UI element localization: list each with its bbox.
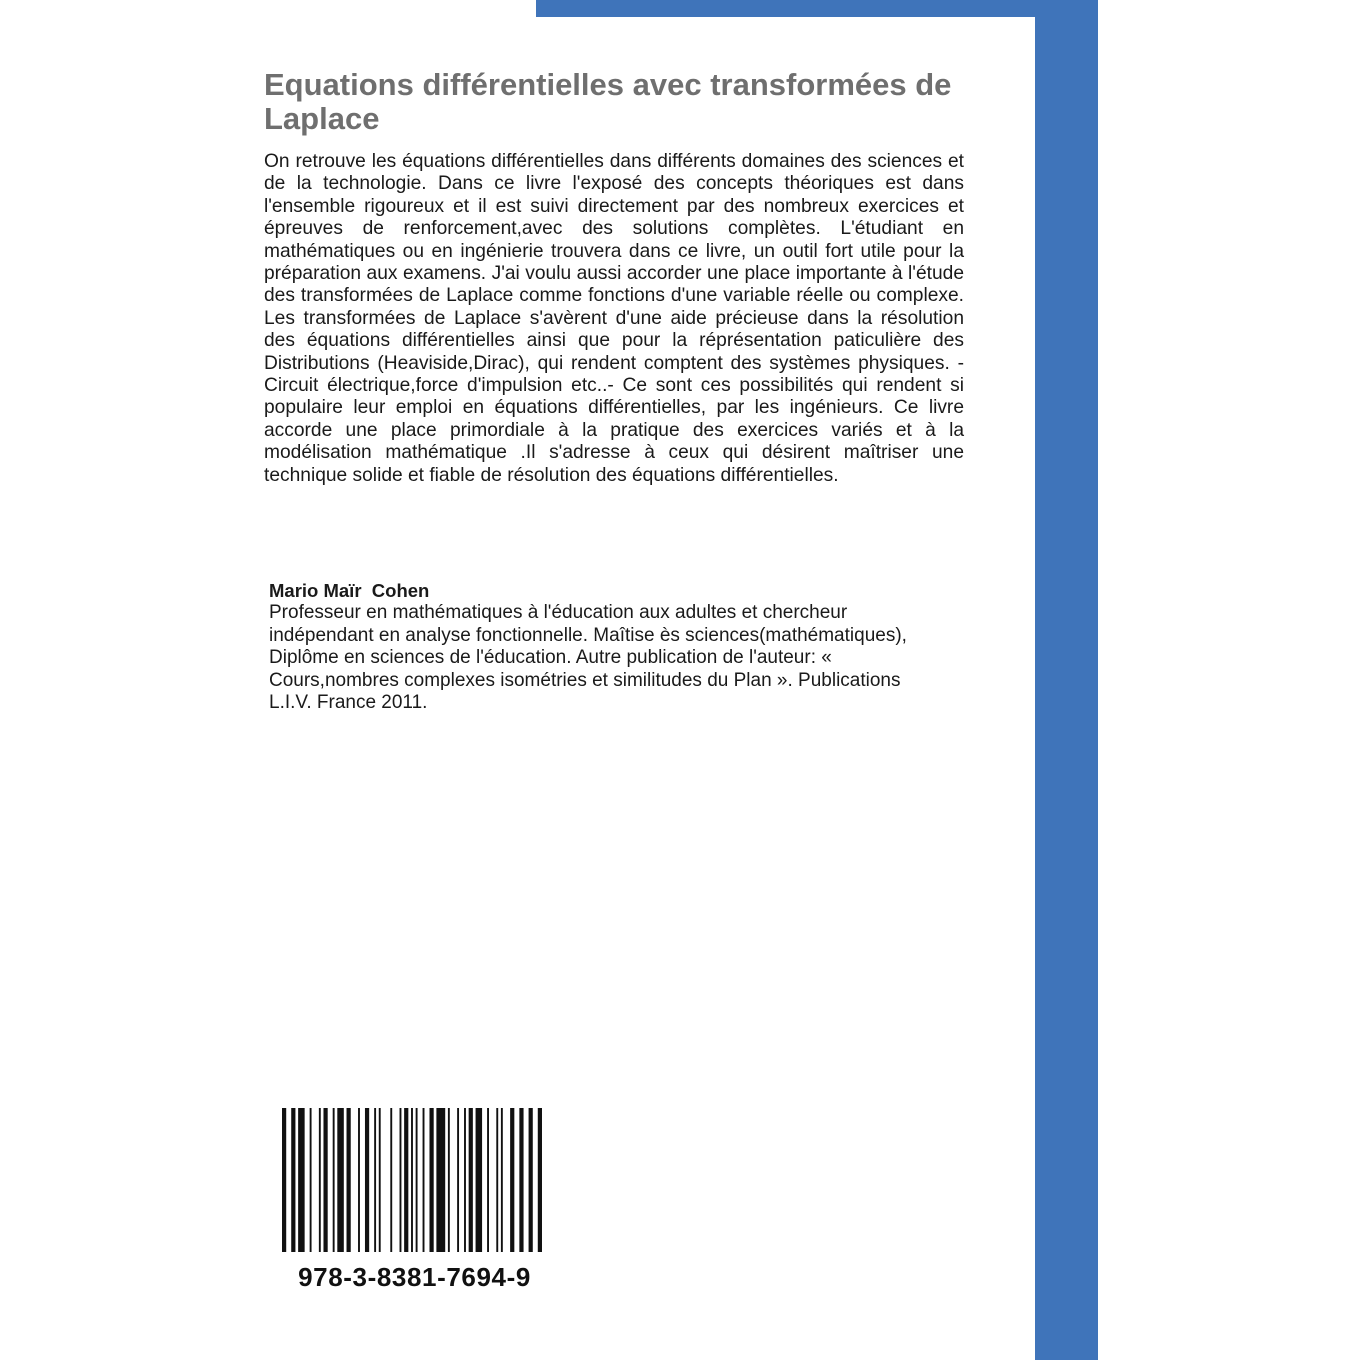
barcode-bar <box>347 1108 351 1252</box>
barcode-bar <box>464 1108 466 1252</box>
barcode-bar <box>529 1108 533 1252</box>
barcode-bar <box>429 1108 433 1252</box>
barcode-bar <box>469 1108 473 1252</box>
book-summary: On retrouve les équations différentielles dans différents domaines des sciences et de la technologie. Dans ce livre l'exposé des concepts théoriques est dans l'ensemble rigoureux et il est suivi directement par des nombreux exercices et épreuves de renforcement,avec des solutions complètes. L'étudiant en mathématiques ou en ingénierie trouvera dans ce livre, un outil fort utile pour la préparation aux examens. J'ai voulu aussi accorder une place importante à l'étude des transformées de Laplace comme fonctions d'une variable réelle ou complexe. Les transformées de Laplace s'avèrent d'une aide précieuse dans la résolution des équations différentielles ainsi que pour la réprésentation paticulière des Distributions (Heaviside,Dirac), qui rendent comptent des systèmes physiques. -Circuit électrique,force d'impulsion etc..- Ce sont ces possibilités qui rendent si populaire leur emploi en équations différentielles, par les ingénieurs. Ce livre accorde une place primordiale à la pratique des exercices variés et à la modélisation mathématique .Il s'adresse à ceux qui désirent maîtriser une technique solide et fiable de résolution des équations différentielles. <box>264 151 964 486</box>
barcode-bar <box>501 1108 503 1252</box>
barcode-bar <box>423 1108 425 1252</box>
barcode-bar <box>487 1108 489 1252</box>
barcode-bar <box>282 1108 286 1252</box>
barcode-bar <box>291 1108 295 1252</box>
barcode-bar <box>538 1108 542 1252</box>
barcode-bar <box>298 1108 305 1252</box>
barcode <box>282 1108 547 1252</box>
barcode-bar <box>358 1108 360 1252</box>
barcode-bar <box>310 1108 312 1252</box>
barcode-bar <box>448 1108 450 1252</box>
author-name: Mario Maïr Cohen <box>269 580 430 601</box>
barcode-bar <box>365 1108 369 1252</box>
barcode-bar <box>374 1108 376 1252</box>
author-bio: Professeur en mathématiques à l'éducation aux adultes et chercheur indépendant en analyse fonctionnelle. Maîtise ès sciences(mathématiques), Diplôme en sciences de l'éducation. Autre publication de l'auteur: « Cours,nombres complexes isométries et similitudes du Plan ». Publications L.I.V. France 2011. <box>269 602 907 714</box>
barcode-bar <box>379 1108 381 1252</box>
barcode-bar <box>390 1108 392 1252</box>
barcode-bar <box>457 1108 459 1252</box>
barcode-bar <box>496 1108 498 1252</box>
barcode-bar <box>404 1108 408 1252</box>
barcode-bar <box>416 1108 418 1252</box>
barcode-bar <box>323 1108 327 1252</box>
barcode-bar <box>436 1108 445 1252</box>
isbn-number: 978-3-8381-7694-9 <box>298 1262 531 1292</box>
barcode-bar <box>319 1108 321 1252</box>
book-title: Equations différentielles avec transformées de Laplace <box>264 67 952 136</box>
side-accent-band <box>1035 0 1098 1360</box>
barcode-bar <box>411 1108 413 1252</box>
barcode-bar <box>337 1108 344 1252</box>
top-accent-band <box>536 0 1098 17</box>
barcode-bar <box>510 1108 514 1252</box>
barcode-bar <box>519 1108 523 1252</box>
barcode-bar <box>400 1108 402 1252</box>
barcode-bar <box>333 1108 335 1252</box>
barcode-bar <box>476 1108 483 1252</box>
